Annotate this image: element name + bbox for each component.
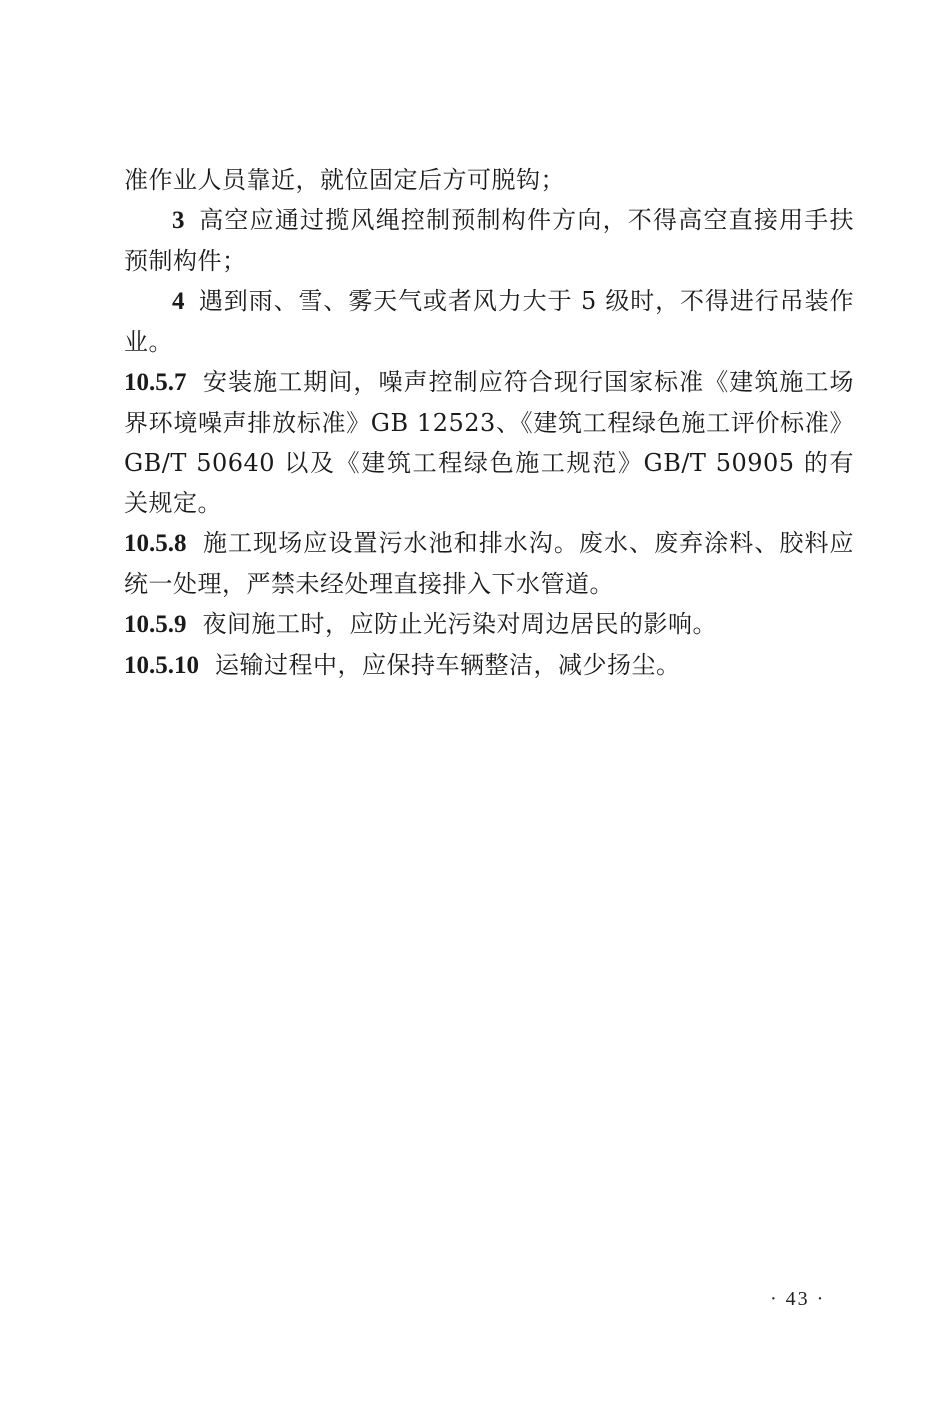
- item-number: 4: [172, 288, 185, 315]
- clause-number: 10.5.10: [124, 652, 199, 679]
- page-number: · 43 ·: [770, 1288, 826, 1310]
- clause-10-5-10: [124, 645, 854, 686]
- item-text: 遇到雨、雪、雾天气或者风力大于 5 级时，不得进行吊装作业。: [124, 287, 854, 356]
- clause-text: 运输过程中，应保持车辆整洁，减少扬尘。: [215, 651, 681, 679]
- clause-number: 10.5.8: [124, 530, 187, 557]
- clause-number: 10.5.7: [124, 369, 187, 396]
- clause-10-5-8: [124, 523, 854, 604]
- body-text: [124, 160, 854, 686]
- item-number: 3: [172, 207, 185, 234]
- paragraph-continuation: [124, 160, 854, 200]
- clause-text: 夜间施工时，应防止光污染对周边居民的影响。: [202, 610, 717, 638]
- clause-number: 10.5.9: [124, 611, 187, 638]
- clause-text: 施工现场应设置污水池和排水沟。废水、废弃涂料、胶料应统一处理，严禁未经处理直接排入下水管道。: [124, 529, 854, 598]
- clause-text: 安装施工期间，噪声控制应符合现行国家标准《建筑施工场界环境噪声排放标准》GB 12523、《建筑工程绿色施工评价标准》GB/T 50640 以及《建筑工程绿色施工规范》GB/T 50905 的有关规定。: [124, 368, 854, 517]
- item-text: 高空应通过揽风绳控制预制构件方向，不得高空直接用手扶预制构件；: [124, 206, 854, 275]
- list-item-3: [124, 200, 854, 281]
- clause-10-5-9: [124, 604, 854, 645]
- paragraph-text: 准作业人员靠近，就位固定后方可脱钩；: [124, 166, 565, 194]
- clause-10-5-7: [124, 362, 854, 523]
- list-item-4: [124, 281, 854, 362]
